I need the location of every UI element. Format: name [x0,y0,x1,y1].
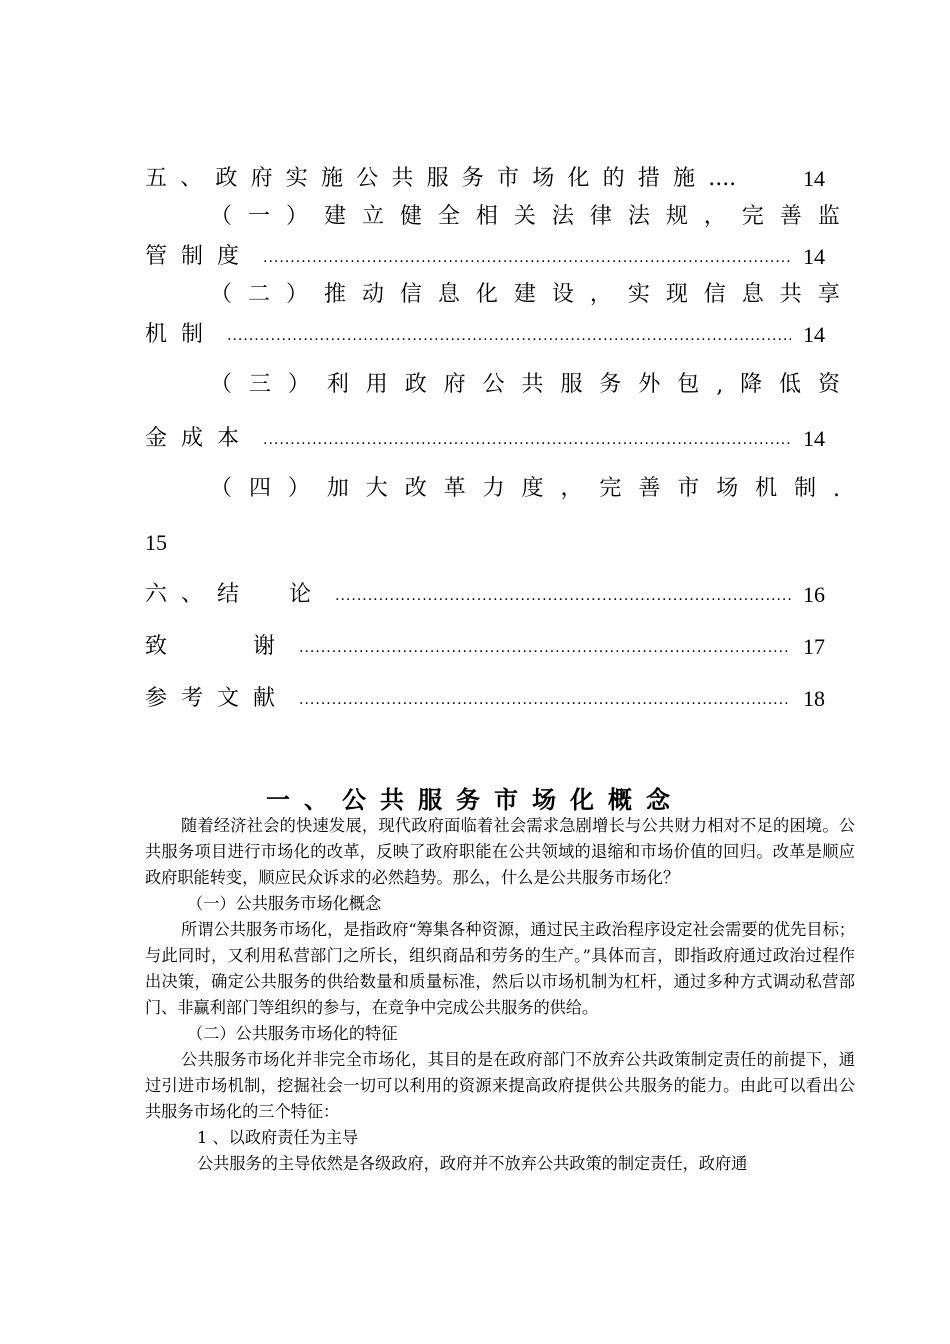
toc-char: 法 [551,204,574,229]
toc-dots [227,329,791,343]
toc-sub4-line1[interactable] [210,462,840,502]
toc-char: 相 [475,204,498,229]
toc-page-number: 14 [803,426,825,451]
toc-char: 动 [361,282,384,307]
toc-char: 共 [779,282,802,307]
toc-dots [299,693,791,707]
toc-char: 服 [560,372,583,397]
section-heading: 一、公共服务市场化概念 [266,785,684,814]
toc-sub3-line2[interactable] [145,410,825,450]
toc-char: ） [285,204,308,229]
toc-item-label: 金成本 [145,426,254,451]
toc-sub4-page-line[interactable] [145,514,825,554]
toc-char: 享 [817,282,840,307]
toc-item-5[interactable] [145,150,825,190]
toc-char: 包 [677,372,700,397]
subsection-1-title: （一）公共服务市场化概念 [187,894,382,913]
toc-dots [335,589,791,603]
toc-page-number: 14 [803,244,825,269]
toc-sub1-line2[interactable] [145,228,825,268]
toc-char: 善 [779,204,802,229]
toc-char: 共 [521,372,544,397]
toc-char: 降 [740,372,763,397]
toc-sub2-line1[interactable] [210,268,840,308]
toc-char: 加 [326,476,349,501]
toc-char: 法 [627,204,650,229]
toc-char: 政 [404,372,427,397]
toc-char: 一 [247,204,270,229]
toc-sub1-line1[interactable] [210,190,840,230]
subsection-2-title: （二）公共服务市场化的特征 [187,1024,398,1043]
toc-char: 律 [589,204,612,229]
toc-char: （ [210,372,233,397]
toc-char: 善 [638,476,661,501]
toc-item-label: 参考文献 [145,686,290,711]
toc-item-label: 五、政府实施公共服务市场化的措施 [145,166,709,191]
toc-char: 信 [703,282,726,307]
toc-char: 大 [365,476,388,501]
toc-dots [299,641,791,655]
toc-char: 实 [627,282,650,307]
toc-char: 二 [247,282,270,307]
toc-page-number: 14 [803,166,825,191]
toc-char: 市 [677,476,700,501]
toc-char: 监 [817,204,840,229]
toc-dots [263,433,791,447]
toc-char: 革 [443,476,466,501]
toc-char: 现 [665,282,688,307]
toc-char: 外 [638,372,661,397]
toc-item-label: 致 谢 [145,634,290,659]
toc-char: . [833,477,840,502]
toc-char: 规 [665,204,688,229]
section-body [145,813,855,1177]
toc-char: 建 [513,282,536,307]
toc-char: 化 [475,282,498,307]
toc-char: 立 [361,204,384,229]
toc-char: 设 [551,282,574,307]
toc-char: 利 [326,372,349,397]
subsection-1-paragraph: 所谓公共服务市场化，是指政府“筹集各种资源，通过民主政治程序设定社会需要的优先目标；与此同时，又利用私营部门之所长，组织商品和劳务的生产。”具体而言，即指政府通过政治过程作出决策，确定公共服务的供给数量和质量标准，然后以市场机制为杠杆，通过多种方式调动私营部门、非赢利部门等组织的参与，在竞争中完成公共服务的供给。 [145,920,855,1017]
toc-char: （ [210,476,233,501]
toc-char: ） [287,372,310,397]
toc-char: 关 [513,204,536,229]
toc-page-number: 15 [145,530,167,555]
toc-item-6[interactable] [145,566,825,606]
intro-paragraph: 随着经济社会的快速发展，现代政府面临着社会需求急剧增长与公共财力相对不足的困境。公共服务项目进行市场化的改革，反映了政府职能在公共领域的退缩和市场价值的回归。改革是顺应政府职能转变，顺应民众诉求的必然趋势。那么，什么是公共服务市场化？ [145,816,855,887]
toc-page-number: 18 [803,686,825,711]
toc-char: 完 [599,476,622,501]
toc-char: , [716,373,724,398]
toc-char: ， [703,204,726,229]
toc-item-label: 六、结 论 [145,582,326,607]
toc-char: 公 [482,372,505,397]
toc-item-references[interactable] [145,670,825,710]
subsection-2-paragraph: 公共服务市场化并非完全市场化，其目的是在政府部门不放弃公共政策制定责任的前提下，通过引进市场机制，挖掘社会一切可以利用的资源来提高政府提供公共服务的能力。由此可以看出公共服务市场化的三个特征： [145,1050,855,1121]
toc-char: 务 [599,372,622,397]
toc-char: （ [210,282,233,307]
toc-page-number: 17 [803,634,825,659]
toc-char: 府 [443,372,466,397]
toc-page-number: 14 [803,322,825,347]
toc-char: 信 [399,282,422,307]
toc-char: 度 [521,476,544,501]
toc-char: 场 [716,476,739,501]
toc-sub2-line2[interactable] [145,306,825,346]
toc-char: 建 [323,204,346,229]
toc-char: 改 [404,476,427,501]
toc-char: 低 [779,372,802,397]
toc-item-thanks[interactable] [145,618,825,658]
point-1-paragraph: 公共服务的主导依然是各级政府，政府并不放弃公共政策的制定责任，政府通 [197,1154,748,1173]
toc-char: 资 [817,372,840,397]
toc-char: 机 [755,476,778,501]
toc-char: ， [589,282,612,307]
toc-item-label: 机制 [145,322,218,347]
toc-dots [263,251,791,265]
toc-char: ） [285,282,308,307]
toc-char: 三 [248,372,271,397]
point-1-title: 1 、以政府责任为主导 [197,1128,359,1147]
toc-dots: .... [708,166,737,191]
toc-char: 全 [437,204,460,229]
toc-char: ， [560,476,583,501]
toc-char: ） [287,476,310,501]
toc-char: 健 [399,204,422,229]
toc-char: 力 [482,476,505,501]
toc-char: 四 [248,476,271,501]
toc-page-number: 16 [803,582,825,607]
toc-char: 息 [437,282,460,307]
toc-char: 推 [323,282,346,307]
toc-char: 完 [741,204,764,229]
toc-char: 用 [365,372,388,397]
toc-char: 息 [741,282,764,307]
toc-char: 制 [794,476,817,501]
toc-sub3-line1[interactable] [210,358,840,398]
toc-item-label: 管制度 [145,244,254,269]
toc-char: （ [210,204,233,229]
